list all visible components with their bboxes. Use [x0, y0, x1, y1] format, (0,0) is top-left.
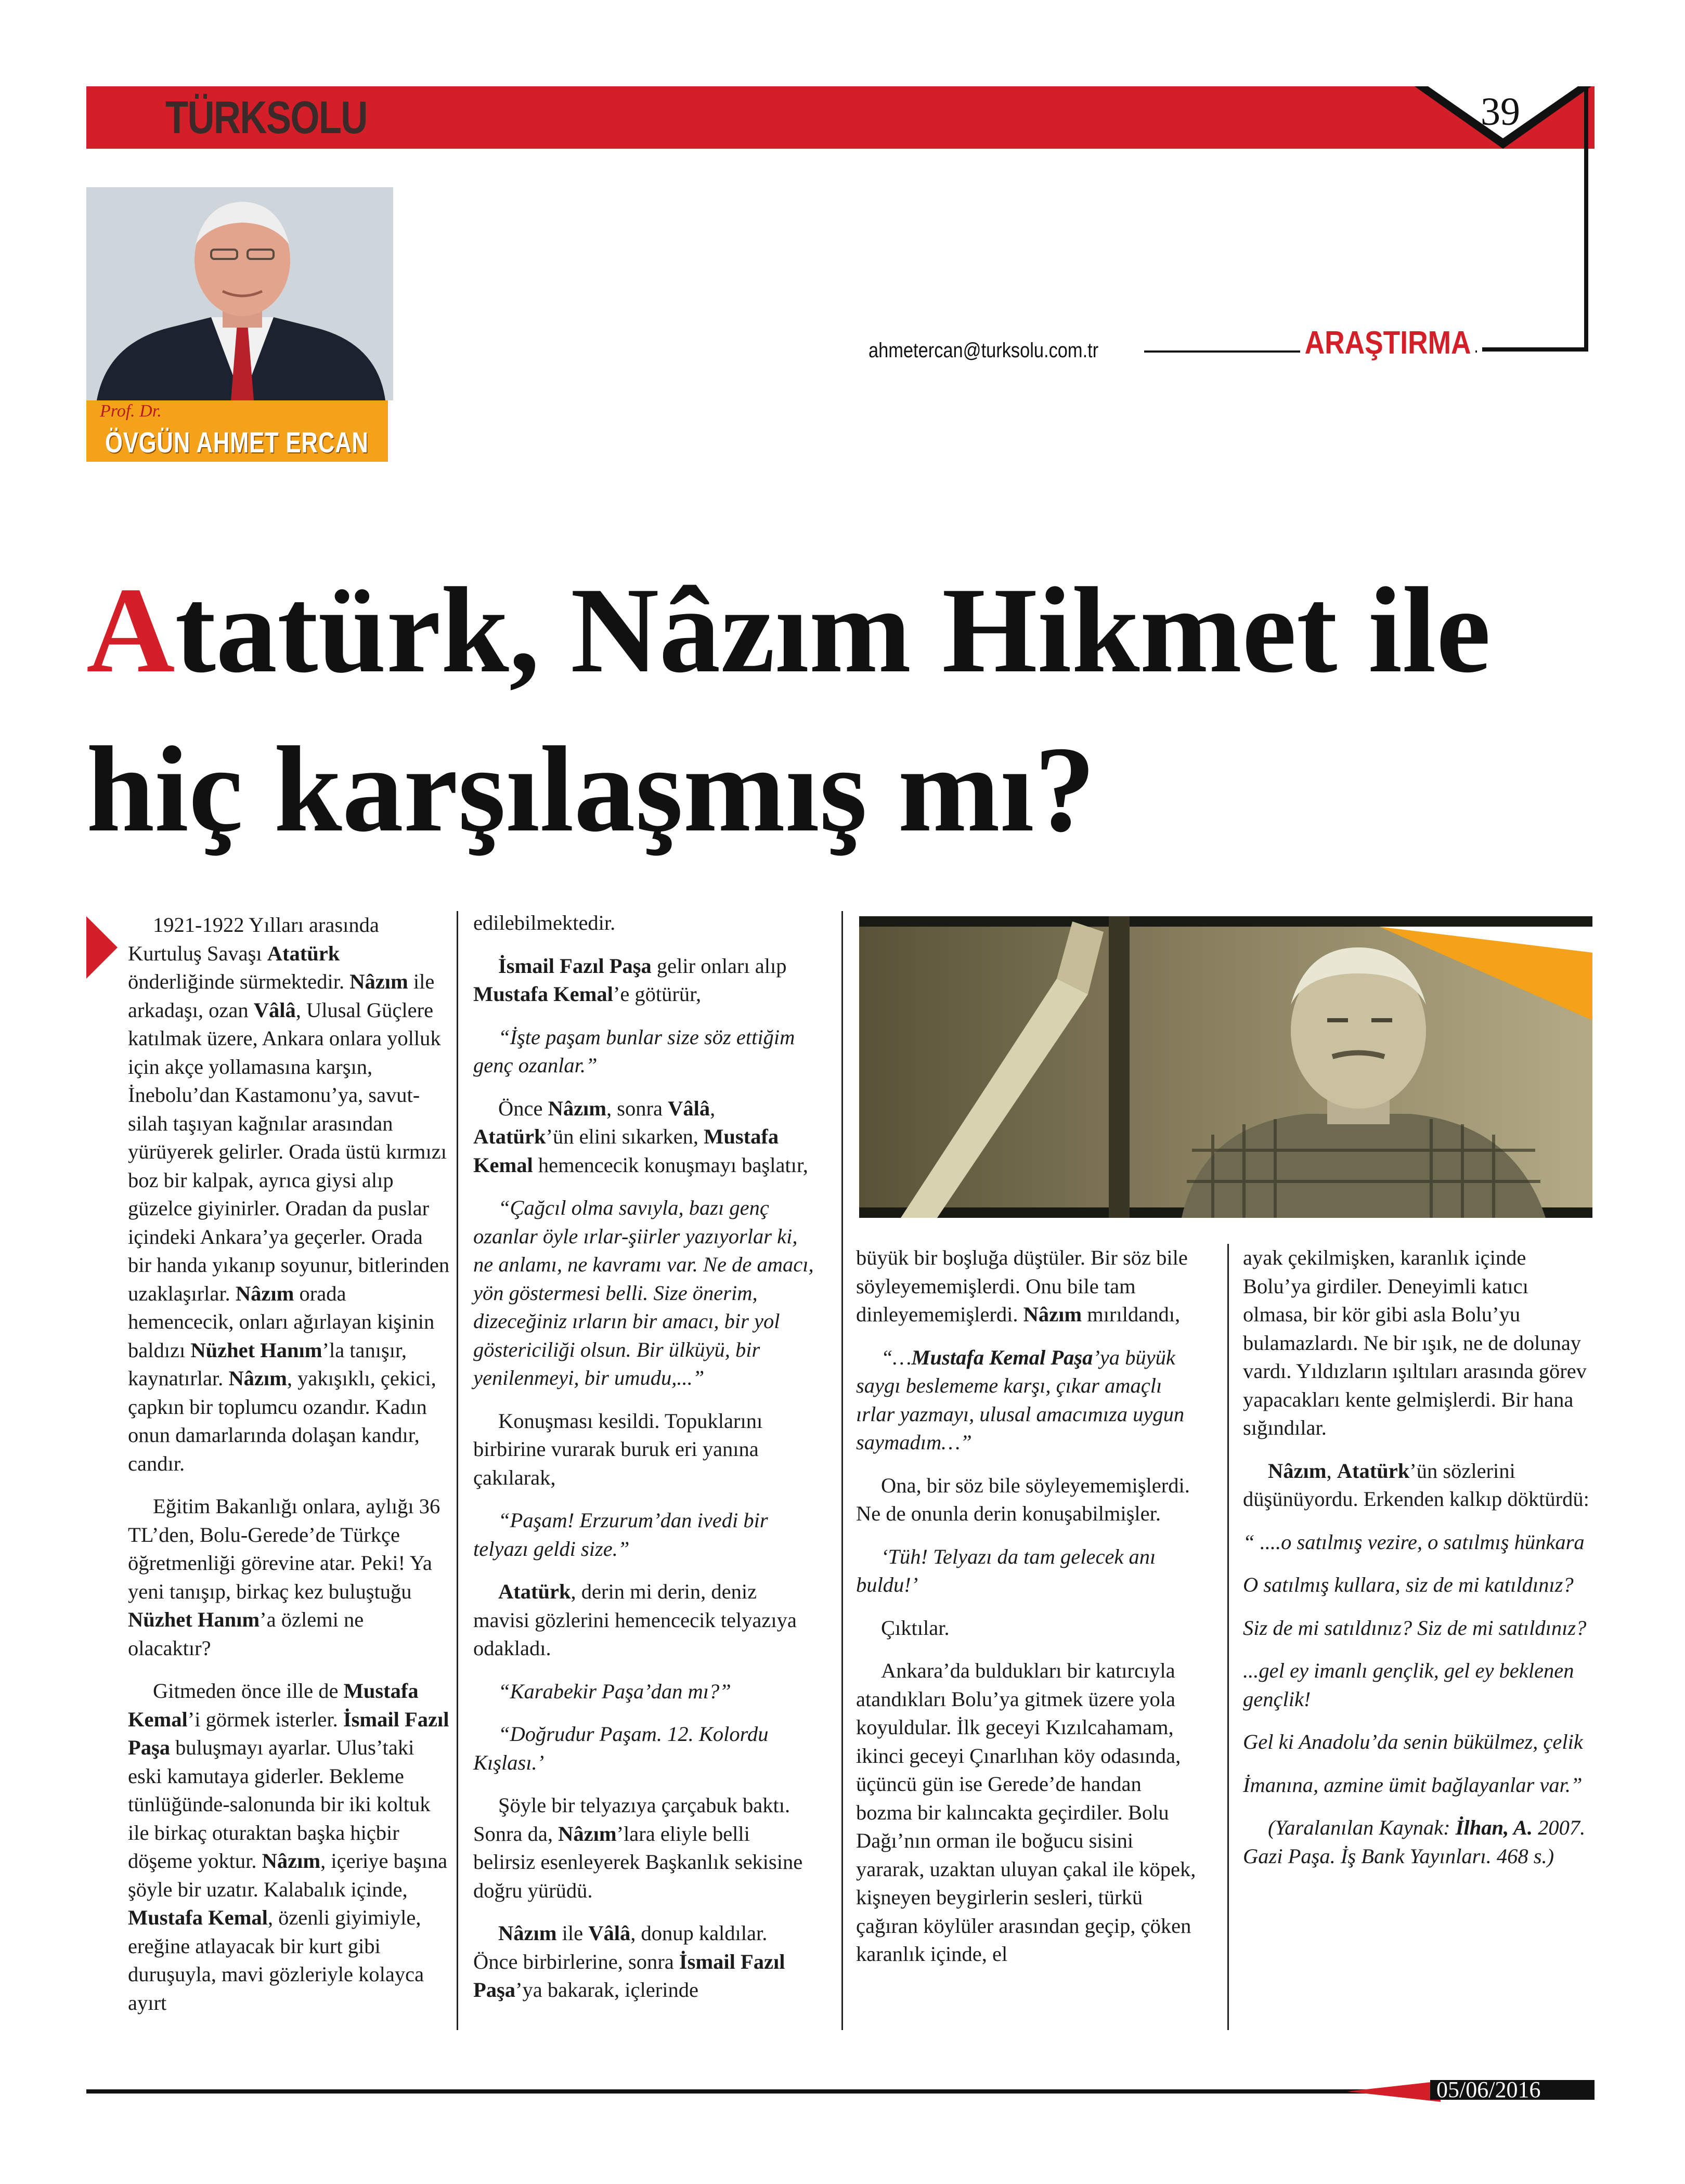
article-paragraph: İsmail Fazıl Paşa gelir onları alıp Mustafa Kemal’e götürür,: [473, 954, 787, 1006]
article-column-4: [1243, 1244, 1591, 1885]
article-paragraph: Nâzım, Atatürk’ün sözlerini düşünüyordu. Erkenden kalkıp döktürdü:: [1243, 1459, 1589, 1511]
article-paragraph: “Doğrudur Paşam. 12. Kolordu Kışlası.’: [473, 1722, 769, 1774]
article-paragraph: “Çağcıl olma savıyla, bazı genç ozanlar öyle ırlar-şiirler yazıyorlar ki, ne anlamı, ne kavramı var. Ne de amacı, yön göstermesi belli. Size önerim, dizeceğiniz ırların bir amacı, bir yol göstericiliği olsun. Bir ülküyü, bir yenilenmeyi, bir umudu,...”: [473, 1196, 814, 1389]
article-paragraph: Ankara’da buldukları bir katırcıyla atandıkları Bolu’ya gitmek üzere yola koyuldular. İlk geceyi Kızılcahamam, ikinci geceyi Çınarlıhan köy odasında, üçüncü gün ise Gerede’de handan bozma bir kalıncakta geçirdiler. Bolu Dağı’nın orman ile boğucu sisini yararak, uzaktan uluyan çakal ile köpek, kişneyen beygirlerin sesleri, türkü çağıran köylüler arasından geçip, çöken karanlık içinde, el: [856, 1659, 1196, 1966]
author-photo: [86, 187, 393, 400]
article-paragraph: ‘Tüh! Telyazı da tam gelecek anı buldu!’: [856, 1544, 1156, 1596]
article-paragraph: Konuşması kesildi. Topuklarını birbirine vurarak buruk eri yanına çakılarak,: [473, 1409, 763, 1489]
headline-line-1: tatürk, Nâzım Hikmet ile: [175, 563, 1491, 698]
article-paragraph: Gitmeden önce ille de Mustafa Kemal’i görmek isterler. İsmail Fazıl Paşa buluşmayı ayarlar. Ulus’taki eski kamutaya giderler. Bekleme tünlüğünde-salonunda bir iki koltuk ile birkaç oturaktan başka hiçbir döşeme yoktur. Nâzım, içeriye başına şöyle bir uzatır. Kalabalık içinde, Mustafa Kemal, özenli giyimiyle, ereğine atlayacak bir kurt gibi duruşuyla, mavi gözleriyle kolayca ayırt: [128, 1679, 449, 2014]
article-headline: [86, 551, 1595, 869]
article-column-3: [856, 1244, 1199, 1983]
article-paragraph: İmanına, azmine ümit bağlayanlar var.”: [1243, 1773, 1583, 1797]
headline-initial: A: [86, 563, 175, 698]
page-number: 39: [1481, 90, 1520, 134]
author-name: ÖVGÜN AHMET ERCAN: [105, 426, 369, 459]
section-label: ARAŞTIRMA: [1300, 322, 1475, 364]
article-paragraph: “ ....o satılmış vezire, o satılmış hünkara: [1243, 1530, 1585, 1554]
article-paragraph: edilebilmektedir.: [473, 911, 616, 934]
article-paragraph: Gel ki Anadolu’da senin bükülmez, çelik: [1243, 1730, 1583, 1753]
article-paragraph: “…Mustafa Kemal Paşa’ya büyük saygı beslememe karşı, çıkar amaçlı ırlar yazmayı, ulusal amacımıza uygun saymadım…”: [856, 1345, 1185, 1454]
article-paragraph: “Paşam! Erzurum’dan ivedi bir telyazı geldi size.”: [473, 1509, 768, 1561]
author-title: Prof. Dr.: [100, 401, 162, 421]
column-divider-3: [1227, 1244, 1229, 2030]
article-paragraph: “Karabekir Paşa’dan mı?”: [498, 1679, 731, 1703]
article-paragraph: 1921-1922 Yılları arasında Kurtuluş Savaşı Atatürk önderliğinde sürmektedir. Nâzım ile arkadaşı, ozan Vâlâ, Ulusal Güçlere katılmak üzere, Ankara onlara yolluk için akçe yollamasına karşın, İnebolu’dan Kastamonu’ya, savut-silah taşıyan kağnılar arasından yürüyerek gelirler. Orada üstü kırmızı boz bir kalpak, ayrıca giysi alıp güzelce giyinirler. Oradan da puslar içindeki Ankara’ya geçerler. Orada bir handa yıkanıp soyunur, bitlerinden uzaklaşırlar. Nâzım orada hemencecik, onları ağırlayan kişinin baldızı Nüzhet Hanım’la tanışır, kaynatırlar. Nâzım, yakışıklı, çekici, çapkın bir toplumcu ozandır. Kadın onun damarlarında dolaşan kandır, candır.: [128, 913, 450, 1475]
article-paragraph: Şöyle bir telyazıya çarçabuk baktı. Sonra da, Nâzım’lara eliyle belli belirsiz esenleyerek Başkanlık sekisine doğru yürüdü.: [473, 1793, 803, 1902]
article-paragraph: Siz de mi satıldınız? Siz de mi satıldınız?: [1243, 1616, 1587, 1640]
magazine-logo: TÜRKSOLU: [165, 92, 367, 143]
article-paragraph: Atatürk, derin mi derin, deniz mavisi gözlerini hemencecik telyazıya odakladı.: [473, 1580, 797, 1660]
article-column-2: [473, 909, 816, 2019]
article-column-1: [128, 911, 450, 2032]
frame-line-vertical: [1584, 86, 1588, 352]
article-paragraph: büyük bir boşluğa düştüler. Bir söz bile söyleyememişlerdi. Onu bile tam dinleyememişlerdi. Nâzım mırıldandı,: [856, 1246, 1188, 1326]
article-paragraph: Çıktılar.: [881, 1616, 950, 1640]
nazim-hikmet-photo: [859, 916, 1592, 1218]
article-paragraph: Önce Nâzım, sonra Vâlâ, Atatürk’ün elini sıkarken, Mustafa Kemal hemencecik konuşmayı başlatır,: [473, 1096, 808, 1177]
article-start-marker: [86, 916, 118, 979]
column-divider-1: [457, 911, 458, 2030]
article-paragraph: Ona, bir söz bile söyleyememişlerdi. Ne de onunla derin konuşabilmişler.: [856, 1473, 1190, 1525]
article-paragraph: Eğitim Bakanlığı onlara, aylığı 36 TL’den, Bolu-Gerede’de Türkçe öğretmenliği görevine atar. Peki! Ya yeni tanışıp, birkaç kez buluştuğu Nüzhet Hanım’a özlemi ne olacaktır?: [128, 1494, 440, 1660]
issue-date: 05/06/2016: [1436, 2077, 1541, 2102]
article-paragraph: ayak çekilmişken, karanlık içinde Bolu’ya girdiler. Deneyimli katıcı olmasa, bir kör gibi asla Bolu’yu bulamazlardı. Ne bir ışık, ne de dolunay vardı. Yıldızların ışıltıları arasında görev yapacakları kente gelmişlerdi. Bir hana sığındılar.: [1243, 1246, 1587, 1439]
footer-accent: [1347, 2081, 1441, 2102]
column-divider-2: [841, 911, 843, 2030]
headline-line-2: hiç karşılaşmış mı?: [86, 722, 1096, 857]
article-paragraph: ...gel ey imanlı gençlik, gel ey beklenen gençlik!: [1243, 1659, 1574, 1711]
article-paragraph: O satılmış kullara, siz de mi katıldınız?: [1243, 1573, 1574, 1596]
article-paragraph: (Yaralanılan Kaynak: İlhan, A. 2007. Gazi Paşa. İş Bank Yayınları. 468 s.): [1243, 1816, 1586, 1868]
historic-photo-image: [859, 916, 1592, 1218]
frame-line-horizontal: [1482, 347, 1588, 352]
article-paragraph: “İşte paşam bunlar size söz ettiğim genç ozanlar.”: [473, 1025, 795, 1077]
author-email[interactable]: ahmetercan@turksolu.com.tr: [869, 339, 1099, 362]
article-paragraph: Nâzım ile Vâlâ, donup kaldılar. Önce birbirlerine, sonra İsmail Fazıl Paşa’ya bakarak, içlerinde: [473, 1921, 785, 2001]
author-portrait-image: [86, 187, 393, 400]
